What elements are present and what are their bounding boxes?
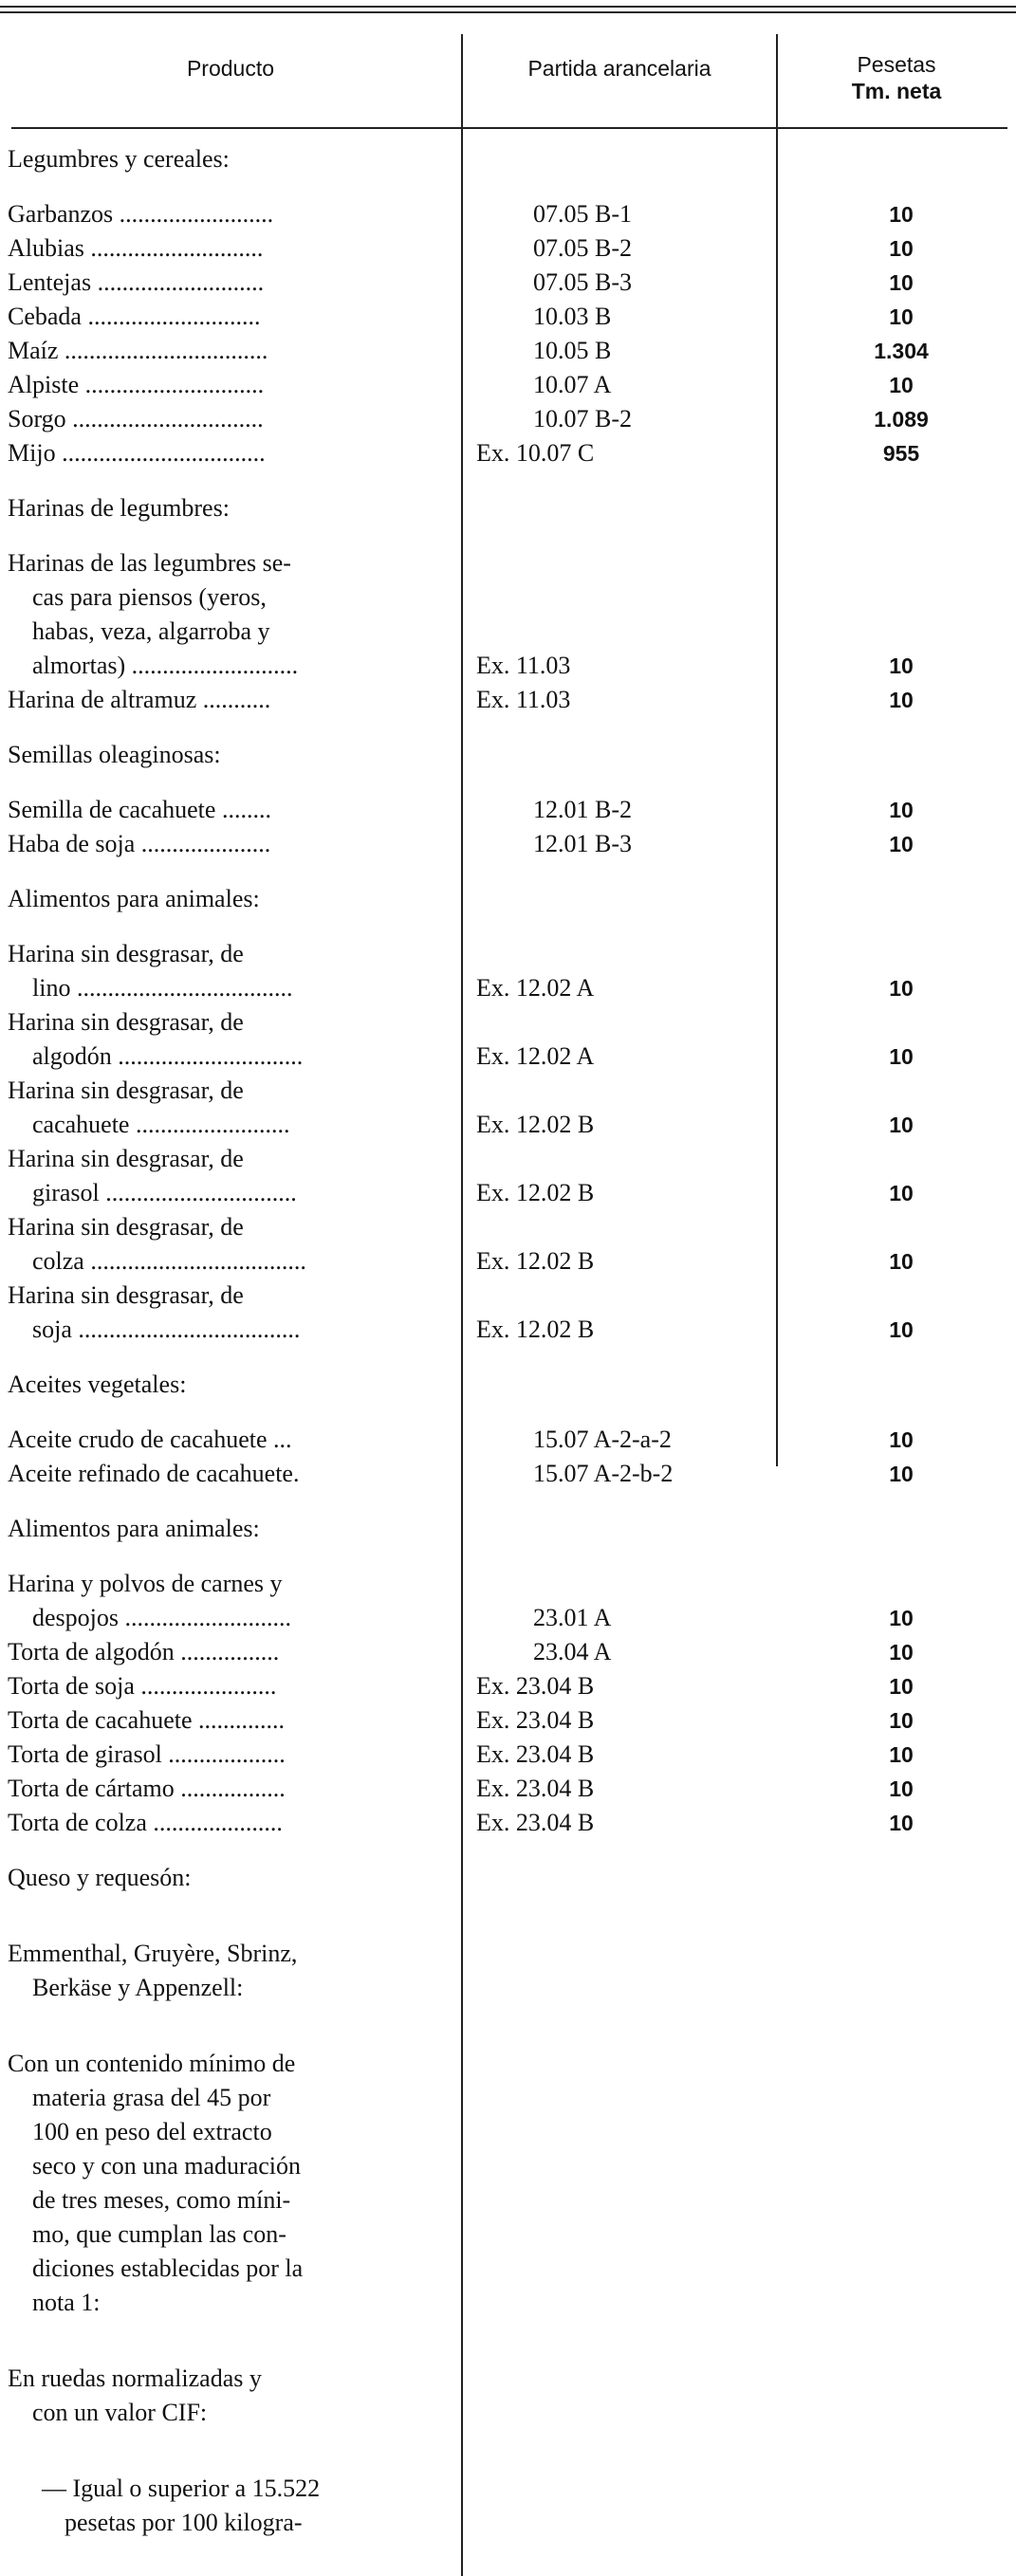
text-line: Aceite refinado de cacahuete. xyxy=(8,1460,300,1487)
pesetas-cell: 10 xyxy=(889,832,914,856)
pesetas-cell: 1.089 xyxy=(874,407,929,432)
text-line: Torta de soja ...................... xyxy=(8,1672,277,1700)
producto-cell xyxy=(8,1669,453,1703)
partida-cell: Ex. 12.02 B xyxy=(476,1179,595,1206)
text-line: diciones establecidas por la xyxy=(32,2254,304,2282)
text-line: Emmenthal, Gruyère, Sbrinz, xyxy=(8,1940,298,1967)
pesetas-cell: 10 xyxy=(889,1113,914,1137)
text-line: mo, que cumplan las con- xyxy=(32,2220,286,2248)
text-line: Alimentos para animales: xyxy=(8,1515,260,1542)
section-text xyxy=(8,2472,453,2540)
producto-cell xyxy=(8,402,453,436)
top-rule-2 xyxy=(0,11,1016,13)
text-line: Semilla de cacahuete ........ xyxy=(8,796,271,823)
text-line: Harinas de las legumbres se- xyxy=(8,549,291,577)
section-text xyxy=(8,738,453,772)
text-line: Torta de girasol ................... xyxy=(8,1740,286,1768)
partida-cell: Ex. 23.04 B xyxy=(476,1809,595,1836)
text-line: cacahuete ......................... xyxy=(32,1111,290,1138)
pesetas-cell: 10 xyxy=(889,653,914,678)
text-line: algodón .............................. xyxy=(32,1042,304,1070)
partida-cell: 07.05 B-3 xyxy=(533,268,632,296)
pesetas-cell: 10 xyxy=(889,1811,914,1835)
partida-cell: Ex. 23.04 B xyxy=(476,1706,595,1734)
text-line: Harina sin desgrasar, de xyxy=(8,940,244,967)
text-line: Alpiste ............................. xyxy=(8,371,265,398)
producto-cell xyxy=(8,1005,453,1074)
pesetas-cell: 10 xyxy=(889,1776,914,1801)
partida-cell: 23.04 A xyxy=(533,1638,612,1665)
partida-cell: 10.07 B-2 xyxy=(533,405,632,432)
producto-cell xyxy=(8,1772,453,1806)
text-line: seco y con una maduración xyxy=(32,2152,302,2180)
producto-cell xyxy=(8,300,453,334)
partida-cell: 10.03 B xyxy=(533,303,612,330)
pesetas-cell: 10 xyxy=(889,236,914,261)
text-line: despojos ........................... xyxy=(32,1604,291,1631)
text-line: materia grasa del 45 por xyxy=(32,2084,271,2111)
text-line: girasol ............................... xyxy=(32,1179,297,1206)
producto-cell xyxy=(8,1703,453,1738)
partida-cell: 15.07 A-2-a-2 xyxy=(533,1426,672,1453)
header-pesetas-line2: Tm. neta xyxy=(851,79,942,103)
text-line: Harina sin desgrasar, de xyxy=(8,1008,244,1036)
partida-cell: 07.05 B-1 xyxy=(533,200,632,228)
text-line: Harina sin desgrasar, de xyxy=(8,1145,244,1172)
text-line: Mijo ................................. xyxy=(8,439,266,467)
header-pesetas-line1: Pesetas xyxy=(857,52,936,77)
partida-cell: Ex. 11.03 xyxy=(476,652,571,679)
producto-cell xyxy=(8,793,453,827)
section-text xyxy=(8,2362,453,2430)
pesetas-cell: 1.304 xyxy=(874,339,929,363)
text-line: Sorgo ............................... xyxy=(8,405,264,432)
partida-cell: 15.07 A-2-b-2 xyxy=(533,1460,674,1487)
text-line: con un valor CIF: xyxy=(32,2399,208,2426)
partida-cell: 23.01 A xyxy=(533,1604,612,1631)
producto-cell xyxy=(8,546,453,683)
pesetas-cell: 10 xyxy=(889,1427,914,1452)
producto-cell xyxy=(8,1567,453,1635)
text-line: Torta de algodón ................ xyxy=(8,1638,280,1665)
top-rule xyxy=(0,6,1016,8)
partida-cell: 12.01 B-3 xyxy=(533,830,632,857)
text-line: colza ................................... xyxy=(32,1247,306,1275)
column-divider-1 xyxy=(461,34,463,2576)
text-line: Cebada ............................ xyxy=(8,303,261,330)
producto-cell xyxy=(8,1074,453,1142)
text-line: Harina y polvos de carnes y xyxy=(8,1570,283,1597)
header-rule xyxy=(11,127,1007,129)
pesetas-cell: 10 xyxy=(889,1640,914,1665)
text-line: Haba de soja ..................... xyxy=(8,830,271,857)
producto-cell xyxy=(8,197,453,231)
text-line: habas, veza, algarroba y xyxy=(32,617,270,645)
section-text xyxy=(8,2047,453,2320)
text-line: Harina sin desgrasar, de xyxy=(8,1213,244,1241)
header-pesetas xyxy=(778,51,1015,104)
pesetas-cell: 10 xyxy=(889,202,914,227)
text-line: de tres meses, como míni- xyxy=(32,2186,291,2214)
pesetas-cell: 10 xyxy=(889,1708,914,1733)
text-line: cas para piensos (yeros, xyxy=(32,583,267,611)
pesetas-cell: 10 xyxy=(889,1044,914,1069)
partida-cell: Ex. 12.02 A xyxy=(476,1042,595,1070)
text-line: Con un contenido mínimo de xyxy=(8,2050,296,2077)
partida-cell: 12.01 B-2 xyxy=(533,796,632,823)
producto-cell xyxy=(8,683,453,717)
partida-cell: 10.05 B xyxy=(533,337,612,364)
pesetas-cell: 10 xyxy=(889,373,914,397)
text-line: En ruedas normalizadas y xyxy=(8,2364,262,2392)
pesetas-cell: 10 xyxy=(889,798,914,822)
text-line: pesetas por 100 kilogra- xyxy=(65,2509,303,2536)
pesetas-cell: 10 xyxy=(889,1462,914,1486)
section-text xyxy=(8,1512,453,1546)
text-line: Alimentos para animales: xyxy=(8,885,260,912)
pesetas-cell: 955 xyxy=(882,441,920,466)
pesetas-cell: 10 xyxy=(889,1249,914,1274)
text-line: — Igual o superior a 15.522 xyxy=(42,2475,321,2502)
producto-cell xyxy=(8,1457,453,1491)
producto-cell xyxy=(8,334,453,368)
producto-cell xyxy=(8,1806,453,1840)
pesetas-cell: 10 xyxy=(889,1674,914,1699)
text-line: Harina sin desgrasar, de xyxy=(8,1076,244,1104)
producto-cell xyxy=(8,231,453,266)
pesetas-cell: 10 xyxy=(889,688,914,712)
partida-cell: 07.05 B-2 xyxy=(533,234,632,262)
text-line: lino ................................... xyxy=(32,974,293,1002)
producto-cell xyxy=(8,1635,453,1669)
text-line: Torta de cacahuete .............. xyxy=(8,1706,285,1734)
partida-cell: Ex. 12.02 A xyxy=(476,974,595,1002)
pesetas-cell: 10 xyxy=(889,1317,914,1342)
partida-cell: Ex. 23.04 B xyxy=(476,1740,595,1768)
partida-cell: Ex. 23.04 B xyxy=(476,1775,595,1802)
section-text xyxy=(8,142,453,176)
text-line: 100 en peso del extracto xyxy=(32,2118,272,2145)
partida-cell: Ex. 12.02 B xyxy=(476,1247,595,1275)
text-line: Harinas de legumbres: xyxy=(8,494,230,522)
text-line: Torta de colza ..................... xyxy=(8,1809,283,1836)
producto-cell xyxy=(8,436,453,470)
pesetas-cell: 10 xyxy=(889,270,914,295)
text-line: Queso y requesón: xyxy=(8,1864,192,1891)
text-line: Berkäse y Appenzell: xyxy=(32,1974,244,2001)
partida-cell: Ex. 12.02 B xyxy=(476,1111,595,1138)
partida-cell: 10.07 A xyxy=(533,371,612,398)
producto-cell xyxy=(8,368,453,402)
text-line: Aceites vegetales: xyxy=(8,1371,187,1398)
producto-cell xyxy=(8,1210,453,1279)
producto-cell xyxy=(8,1423,453,1457)
pesetas-cell: 10 xyxy=(889,304,914,329)
partida-cell: Ex. 11.03 xyxy=(476,686,571,713)
section-text xyxy=(8,1368,453,1402)
producto-cell xyxy=(8,827,453,861)
text-line: almortas) ........................... xyxy=(32,652,299,679)
pesetas-cell: 10 xyxy=(889,1181,914,1205)
text-line: Lentejas ........................... xyxy=(8,268,265,296)
header-partida: Partida arancelaria xyxy=(527,56,711,81)
partida-cell: Ex. 23.04 B xyxy=(476,1672,595,1700)
text-line: Aceite crudo de cacahuete ... xyxy=(8,1426,292,1453)
section-text xyxy=(8,1861,453,1895)
text-line: Semillas oleaginosas: xyxy=(8,741,221,768)
section-text xyxy=(8,1937,453,2005)
pesetas-cell: 10 xyxy=(889,1606,914,1630)
text-line: nota 1: xyxy=(32,2289,101,2316)
producto-cell xyxy=(8,1279,453,1347)
pesetas-cell: 10 xyxy=(889,976,914,1001)
text-line: Garbanzos ......................... xyxy=(8,200,274,228)
section-text xyxy=(8,491,453,525)
producto-cell xyxy=(8,1738,453,1772)
section-text xyxy=(8,882,453,916)
producto-cell xyxy=(8,266,453,300)
text-line: Legumbres y cereales: xyxy=(8,145,230,173)
text-line: soja .................................... xyxy=(32,1316,301,1343)
header-producto: Producto xyxy=(186,56,275,81)
producto-cell xyxy=(8,937,453,1005)
text-line: Harina de altramuz ........... xyxy=(8,686,271,713)
text-line: Harina sin desgrasar, de xyxy=(8,1281,244,1309)
pesetas-cell: 10 xyxy=(889,1742,914,1767)
partida-cell: Ex. 12.02 B xyxy=(476,1316,595,1343)
producto-cell xyxy=(8,1142,453,1210)
partida-cell: Ex. 10.07 C xyxy=(476,439,595,467)
text-line: Torta de cártamo ................. xyxy=(8,1775,286,1802)
text-line: Alubias ............................ xyxy=(8,234,264,262)
text-line: Maíz ................................. xyxy=(8,337,268,364)
